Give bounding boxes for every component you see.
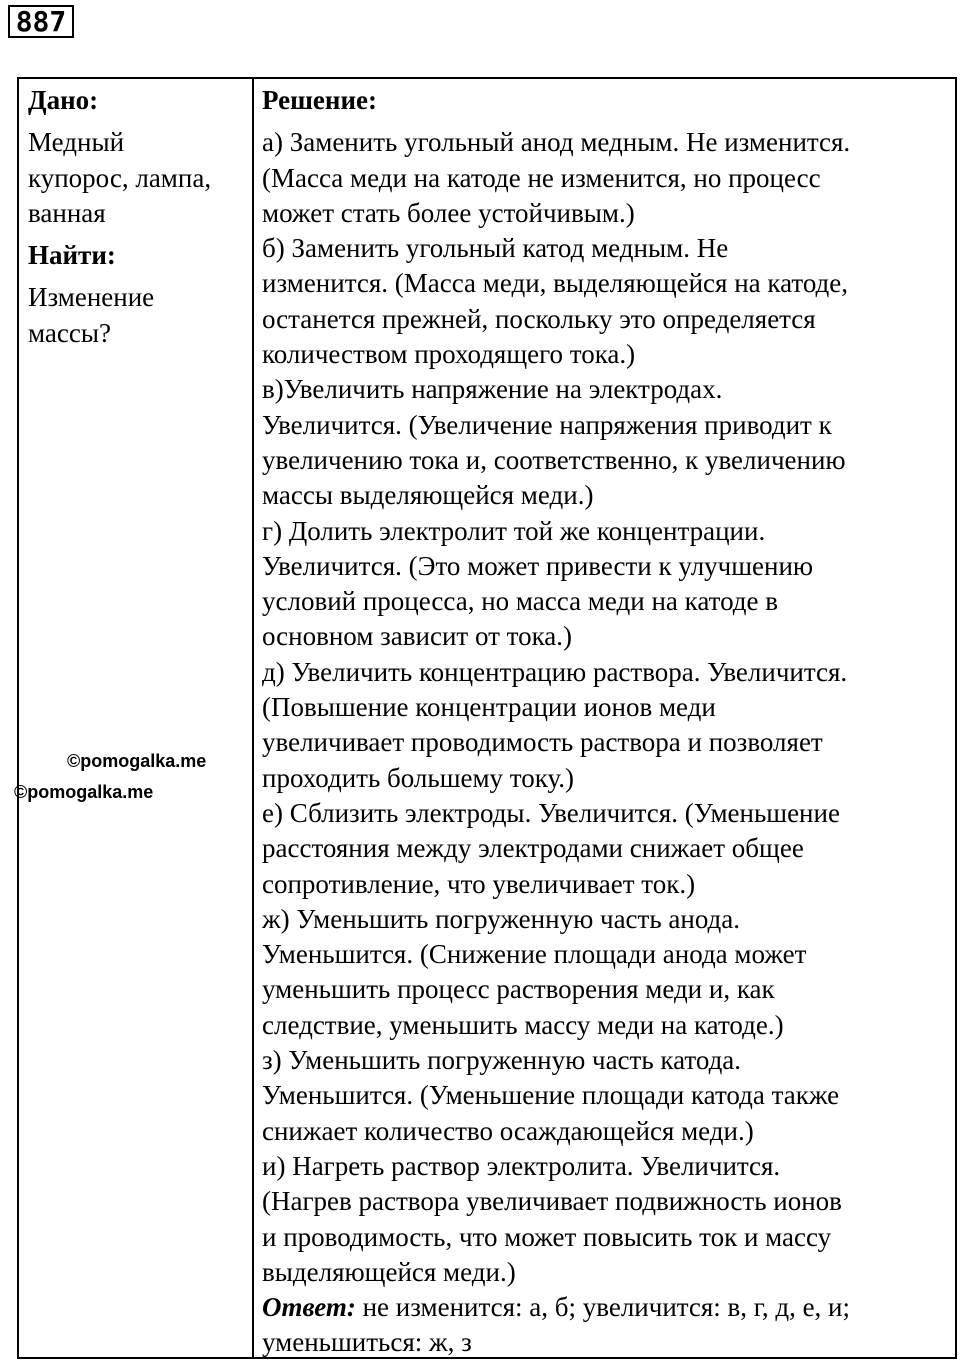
find-header: Найти: <box>28 240 116 271</box>
solution-line: г) Долить электролит той же концентрации. <box>262 515 766 546</box>
solution-line: сопротивление, что увеличивает ток.) <box>262 868 696 899</box>
watermark: ©pomogalka.me <box>14 782 154 802</box>
solution-line: основном зависит от тока.) <box>262 621 573 652</box>
find-line: массы? <box>28 317 111 348</box>
solution-header: Решение: <box>262 85 377 115</box>
solution-line: следствие, уменьшить массу меди на катоде.) <box>262 1009 784 1040</box>
given-line: Медный <box>28 127 125 158</box>
column-divider <box>252 79 254 1357</box>
solution-line: снижает количество осаждающейся меди.) <box>262 1115 754 1146</box>
solution-line: останется прежней, поскольку это определяется <box>262 303 816 334</box>
solution-line: б) Заменить угольный катод медным. Не <box>262 233 729 264</box>
given-line: ванная <box>28 197 106 228</box>
answer-text: не изменится: а, б; увеличится: в, г, д, е, и; <box>355 1292 851 1323</box>
answer-line-2: уменьшиться: ж, з <box>262 1327 472 1358</box>
solution-line: (Нагрев раствора увеличивает подвижность ионов <box>262 1186 842 1217</box>
find-line: Изменение <box>28 282 155 313</box>
solution-line: увеличивает проводимость раствора и позволяет <box>262 727 823 758</box>
given-text <box>28 125 246 231</box>
given-header: Дано: <box>28 85 99 115</box>
solution-line: д) Увеличить концентрацию раствора. Увеличится. <box>262 656 848 687</box>
watermark: ©pomogalka.me <box>67 751 207 771</box>
problem-number: 887 <box>8 5 74 38</box>
solution-line: количеством проходящего тока.) <box>262 339 636 370</box>
solution-line: з) Уменьшить погруженную часть катода. <box>262 1045 742 1076</box>
solution-line: и проводимость, что может повысить ток и массу <box>262 1221 832 1252</box>
solution-line: в)Увеличить напряжение на электродах. <box>262 374 723 405</box>
solution-column <box>262 83 952 1361</box>
solution-line: Увеличится. (Увеличение напряжения приводит к <box>262 409 832 440</box>
solution-line: массы выделяющейся меди.) <box>262 480 594 511</box>
solution-line: выделяющейся меди.) <box>262 1256 516 1287</box>
answer-line <box>262 1290 952 1325</box>
given-line: купорос, лампа, <box>28 162 212 193</box>
solution-line: (Масса меди на катоде не изменится, но процесс <box>262 162 821 193</box>
solution-line: увеличению тока и, соответственно, к увеличению <box>262 444 846 475</box>
solution-line: изменится. (Масса меди, выделяющейся на катоде, <box>262 268 849 299</box>
solution-line: е) Сблизить электроды. Увеличится. (Уменьшение <box>262 797 840 828</box>
find-text <box>28 280 246 351</box>
solution-line: уменьшить процесс растворения меди и, как <box>262 974 775 1005</box>
solution-line: ж) Уменьшить погруженную часть анода. <box>262 903 741 934</box>
solution-line: условий процесса, но масса меди на катоде в <box>262 586 779 617</box>
solution-line: может стать более устойчивым.) <box>262 197 635 228</box>
solution-table <box>17 77 957 1359</box>
solution-line: и) Нагреть раствор электролита. Увеличится. <box>262 1150 781 1181</box>
solution-line: Уменьшится. (Уменьшение площади катода также <box>262 1080 840 1111</box>
solution-line: Увеличится. (Это может привести к улучшению <box>262 550 814 581</box>
solution-line: а) Заменить угольный анод медным. Не изменится. <box>262 127 851 158</box>
solution-line: проходить большему току.) <box>262 762 575 793</box>
given-column <box>28 83 246 351</box>
solution-line: (Повышение концентрации ионов меди <box>262 692 716 723</box>
solution-line: Уменьшится. (Снижение площади анода может <box>262 939 807 970</box>
answer-label: Ответ: <box>262 1292 356 1323</box>
solution-text <box>262 125 952 1360</box>
solution-line: расстояния между электродами снижает общее <box>262 833 804 864</box>
